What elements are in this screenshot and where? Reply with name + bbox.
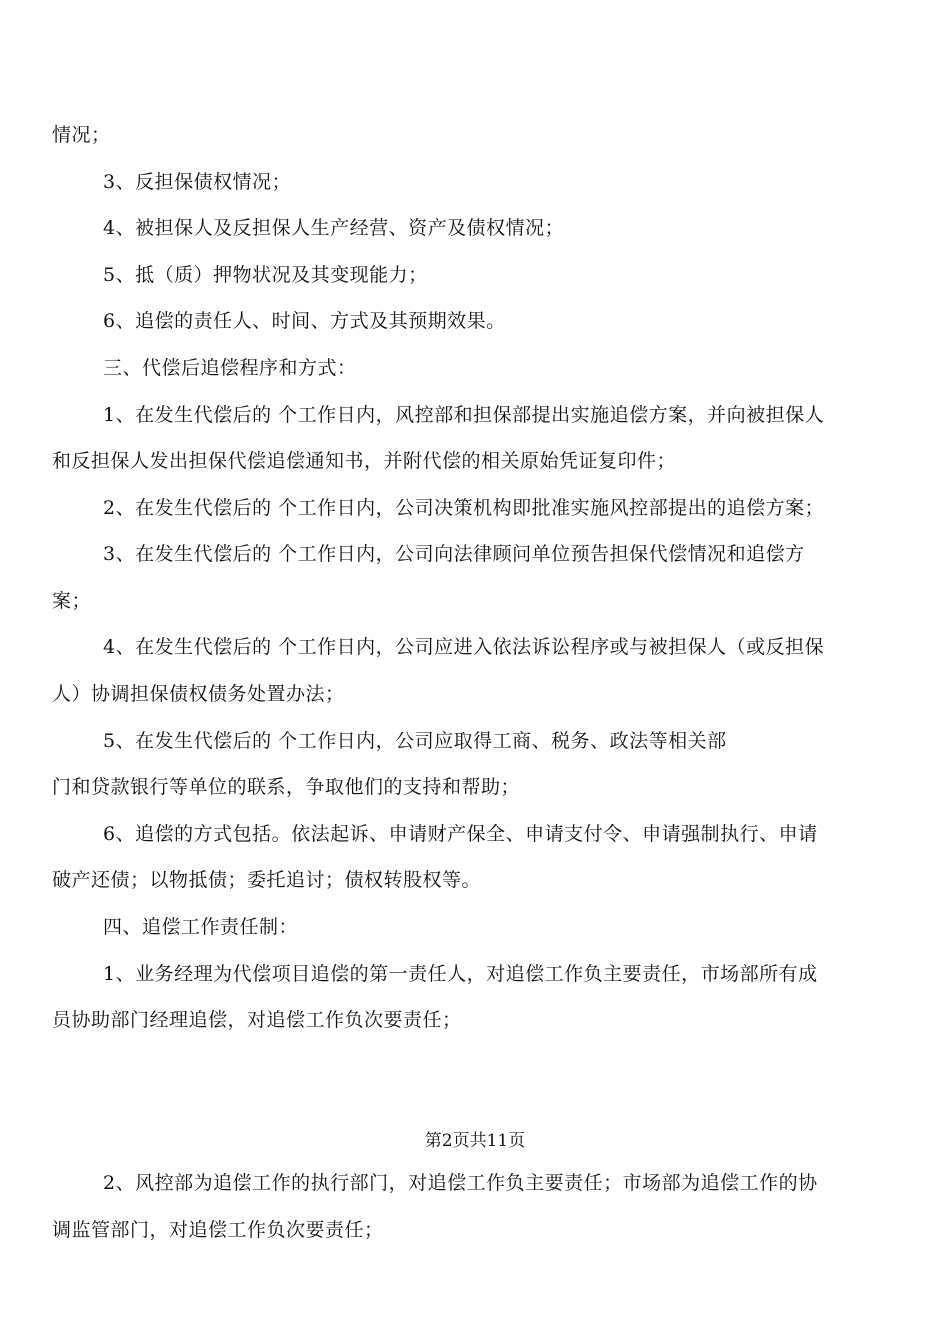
text-line: 破产还债；以物抵债；委托追讨；债权转股权等。 <box>52 869 482 891</box>
section-heading: 三、代偿后追偿程序和方式： <box>103 357 357 379</box>
section-heading: 四、追偿工作责任制： <box>103 916 299 938</box>
text-line: 5、在发生代偿后的 个工作日内，公司应取得工商、税务、政法等相关部 <box>103 730 727 752</box>
text-line: 门和贷款银行等单位的联系，争取他们的支持和帮助； <box>52 776 521 798</box>
text-line: 3、在发生代偿后的 个工作日内，公司向法律顾问单位预告担保代偿情况和追偿方 <box>103 543 805 565</box>
text-line: 调监管部门，对追偿工作负次要责任； <box>52 1219 384 1241</box>
text-line: 5、抵（质）押物状况及其变现能力； <box>103 264 428 286</box>
text-line: 2、在发生代偿后的 个工作日内，公司决策机构即批准实施风控部提出的追偿方案； <box>103 497 825 519</box>
text-line: 6、追偿的责任人、时间、方式及其预期效果。 <box>103 310 506 332</box>
text-line: 4、被担保人及反担保人生产经营、资产及债权情况； <box>103 217 565 239</box>
text-line: 员协助部门经理追偿，对追偿工作负次要责任； <box>52 1009 462 1031</box>
text-line: 2、风控部为追偿工作的执行部门，对追偿工作负主要责任；市场部为追偿工作的协 <box>103 1172 818 1194</box>
text-line: 3、反担保债权情况； <box>103 171 292 193</box>
page-footer: 第2页共11页 <box>424 1131 526 1151</box>
text-line: 4、在发生代偿后的 个工作日内，公司应进入依法诉讼程序或与被担保人（或反担保 <box>103 636 825 658</box>
text-line: 和反担保人发出担保代偿追偿通知书，并附代偿的相关原始凭证复印件； <box>52 450 677 472</box>
text-line: 人）协调担保债权债务处置办法； <box>52 683 345 705</box>
text-line: 1、业务经理为代偿项目追偿的第一责任人，对追偿工作负主要责任，市场部所有成 <box>103 963 818 985</box>
text-line: 6、追偿的方式包括。依法起诉、申请财产保全、申请支付令、申请强制执行、申请 <box>103 823 818 845</box>
text-line: 案； <box>52 590 92 612</box>
text-line: 1、在发生代偿后的 个工作日内，风控部和担保部提出实施追偿方案，并向被担保人 <box>103 404 825 426</box>
text-line: 情况； <box>52 124 111 146</box>
